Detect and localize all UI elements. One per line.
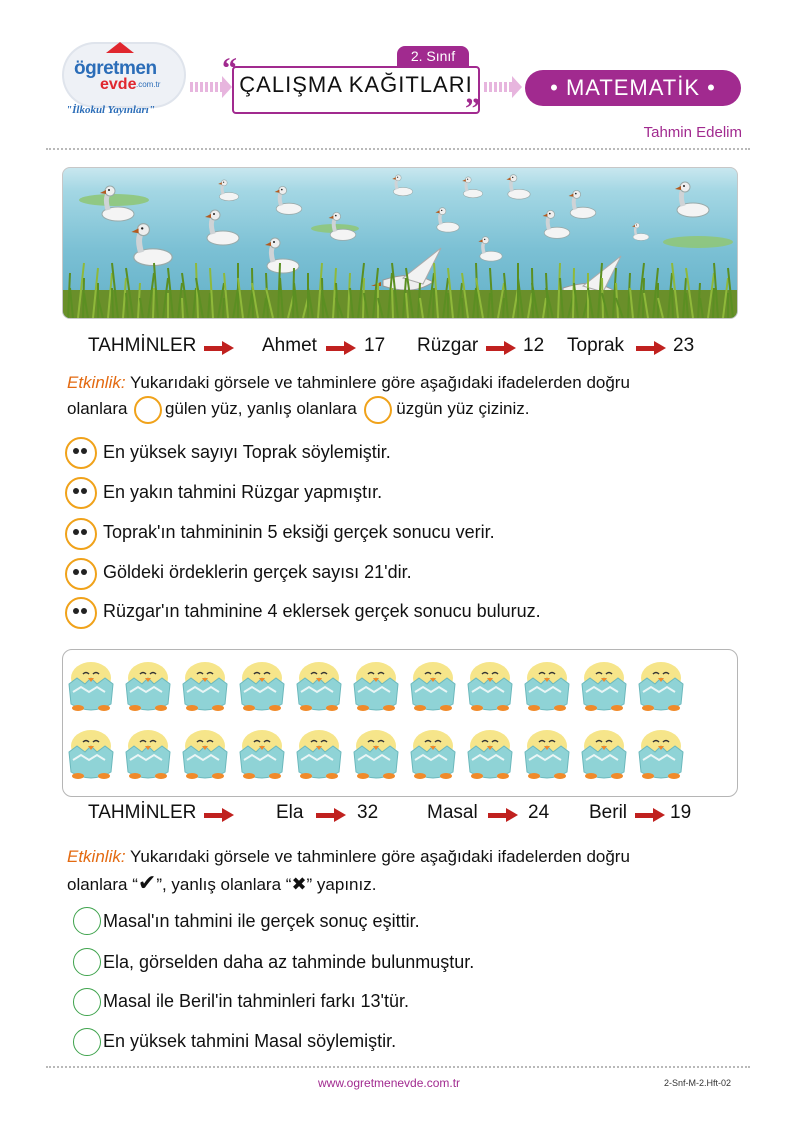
answer-circle[interactable] — [73, 948, 101, 976]
answer-circle[interactable] — [73, 907, 101, 935]
chick-egg — [183, 730, 227, 779]
instruction-text: ” yapınız. — [306, 875, 377, 894]
chicks-drawing — [63, 650, 737, 796]
close-quote: ” — [465, 92, 480, 125]
grade-label: 2. Sınıf — [397, 46, 469, 66]
chick-egg — [468, 662, 512, 711]
guess-name: Ahmet — [262, 335, 317, 356]
guess-name: Toprak — [567, 335, 625, 356]
duck — [392, 175, 412, 196]
guesses-row-1 — [88, 335, 196, 357]
statement: Masal ile Beril'in tahminleri farkı 13'tür. — [103, 991, 409, 1011]
open-quote: “ — [222, 52, 237, 85]
chick-egg — [354, 730, 398, 779]
chick-egg — [639, 730, 683, 779]
neutral-face-icon — [132, 399, 160, 421]
chick-egg — [411, 662, 455, 711]
duck — [543, 210, 570, 238]
chick-egg — [582, 662, 626, 711]
chick-egg — [525, 662, 569, 711]
guesses-label: TAHMİNLER — [88, 335, 197, 356]
duck — [569, 190, 596, 218]
subject-badge: • MATEMATİK • — [525, 70, 741, 106]
instruction-text: Yukarıdaki görsele ve tahminlere göre aşağıdaki ifadelerden doğru — [130, 373, 630, 392]
decor-arrow — [190, 82, 224, 92]
statement: En yüksek tahmini Masal söylemiştir. — [103, 1031, 397, 1051]
face-answer-circle[interactable] — [65, 518, 97, 550]
statement: Göldeki ördeklerin gerçek sayısı 21'dir. — [103, 562, 412, 582]
guess-value: 19 — [670, 802, 692, 823]
duck — [205, 210, 239, 245]
instruction-text: olanlara — [67, 399, 128, 418]
footer-url[interactable]: www.ogretmenevde.com.tr — [318, 1076, 461, 1090]
guess-value: 32 — [357, 802, 379, 823]
decor-arrowhead — [512, 76, 522, 98]
answer-circle[interactable] — [73, 988, 101, 1016]
publisher-logo — [62, 38, 188, 124]
chick-eggs-illustration — [62, 649, 738, 797]
duck — [506, 175, 530, 200]
statement: Masal'ın tahmini ile gerçek sonuç eşittir. — [103, 911, 420, 931]
duck — [329, 212, 356, 240]
cross-icon: ✖ — [291, 874, 307, 894]
guess-value: 12 — [523, 335, 545, 356]
decor-arrow — [484, 82, 514, 92]
red-arrow-icon — [204, 340, 234, 359]
chick-egg — [240, 662, 284, 711]
statement: Rüzgar'ın tahminine 4 eklersek gerçek sonucu buluruz. — [103, 601, 541, 621]
chick-egg — [639, 662, 683, 711]
chick-egg — [126, 662, 170, 711]
instruction-text: Yukarıdaki görsele ve tahminlere göre aşağıdaki ifadelerden doğru — [130, 847, 630, 866]
guess-value: 23 — [673, 335, 695, 356]
instruction-text: olanlara “ — [67, 875, 138, 894]
sad-face-icon — [362, 399, 392, 421]
statement: Ela, görselden daha az tahminde bulunmuştur. — [103, 952, 475, 972]
chick-egg — [354, 662, 398, 711]
statement: Toprak'ın tahmininin 5 eksiği gerçek sonucu verir. — [103, 522, 495, 542]
red-arrow-icon — [204, 807, 234, 826]
duck — [218, 180, 238, 201]
duck — [462, 177, 482, 198]
chick-egg — [126, 730, 170, 779]
statement: En yüksek sayıyı Toprak söylemiştir. — [103, 442, 391, 462]
topic-title: Tahmin Edelim — [643, 124, 742, 141]
red-arrow-icon — [326, 340, 356, 359]
duck — [435, 208, 459, 233]
guess-name: Ela — [276, 802, 304, 823]
red-arrow-icon — [316, 807, 346, 826]
face-answer-circle[interactable] — [65, 597, 97, 629]
duck — [275, 186, 302, 214]
chick-egg — [297, 730, 341, 779]
guess-value: 17 — [364, 335, 386, 356]
chick-egg — [240, 730, 284, 779]
check-icon: ✔ — [137, 870, 157, 895]
chick-egg — [183, 662, 227, 711]
divider — [46, 148, 750, 150]
logo-tagline: "İlkokul Yayınları" — [66, 104, 155, 116]
guess-name: Rüzgar — [417, 335, 479, 356]
face-answer-circle[interactable] — [65, 558, 97, 590]
face-answer-circle[interactable] — [65, 437, 97, 469]
chick-egg — [297, 662, 341, 711]
page-title: ÇALIŞMA KAĞITLARI — [239, 72, 473, 97]
chick-egg — [69, 662, 113, 711]
chick-egg — [69, 730, 113, 779]
chick-egg — [411, 730, 455, 779]
duck — [100, 186, 134, 221]
instruction-1 — [67, 370, 747, 422]
red-arrow-icon — [635, 807, 665, 826]
guess-name: Masal — [427, 802, 478, 823]
instruction-text: üzgün yüz çiziniz. — [396, 399, 530, 418]
logo-text: evde — [100, 76, 137, 93]
instruction-2 — [67, 844, 747, 898]
duck — [675, 182, 709, 217]
answer-circle[interactable] — [73, 1028, 101, 1056]
statement: En yakın tahmini Rüzgar yapmıştır. — [103, 482, 383, 502]
guess-name: Beril — [589, 802, 628, 823]
footer-code: 2-Snf-M-2.Hft-02 — [664, 1078, 732, 1088]
duck — [632, 223, 649, 241]
grass-drawing — [63, 246, 737, 318]
instruction-text: gülen yüz, yanlış olanlara — [164, 399, 357, 418]
red-arrow-icon — [486, 340, 516, 359]
logo-text: ögretmen — [74, 58, 157, 79]
guesses-label: TAHMİNLER — [88, 802, 197, 823]
chick-egg — [582, 730, 626, 779]
guess-value: 24 — [528, 802, 550, 823]
red-arrow-icon — [636, 340, 666, 359]
duck-pond-illustration — [62, 167, 738, 319]
activity-label: Etkinlik: — [67, 373, 126, 392]
chick-egg — [468, 730, 512, 779]
logo-domain: .com.tr — [136, 80, 161, 89]
divider — [46, 1066, 750, 1068]
instruction-text: ”, yanlış olanlara “ — [156, 875, 292, 894]
face-answer-circle[interactable] — [65, 477, 97, 509]
activity-label: Etkinlik: — [67, 847, 126, 866]
chick-egg — [525, 730, 569, 779]
red-arrow-icon — [488, 807, 518, 826]
